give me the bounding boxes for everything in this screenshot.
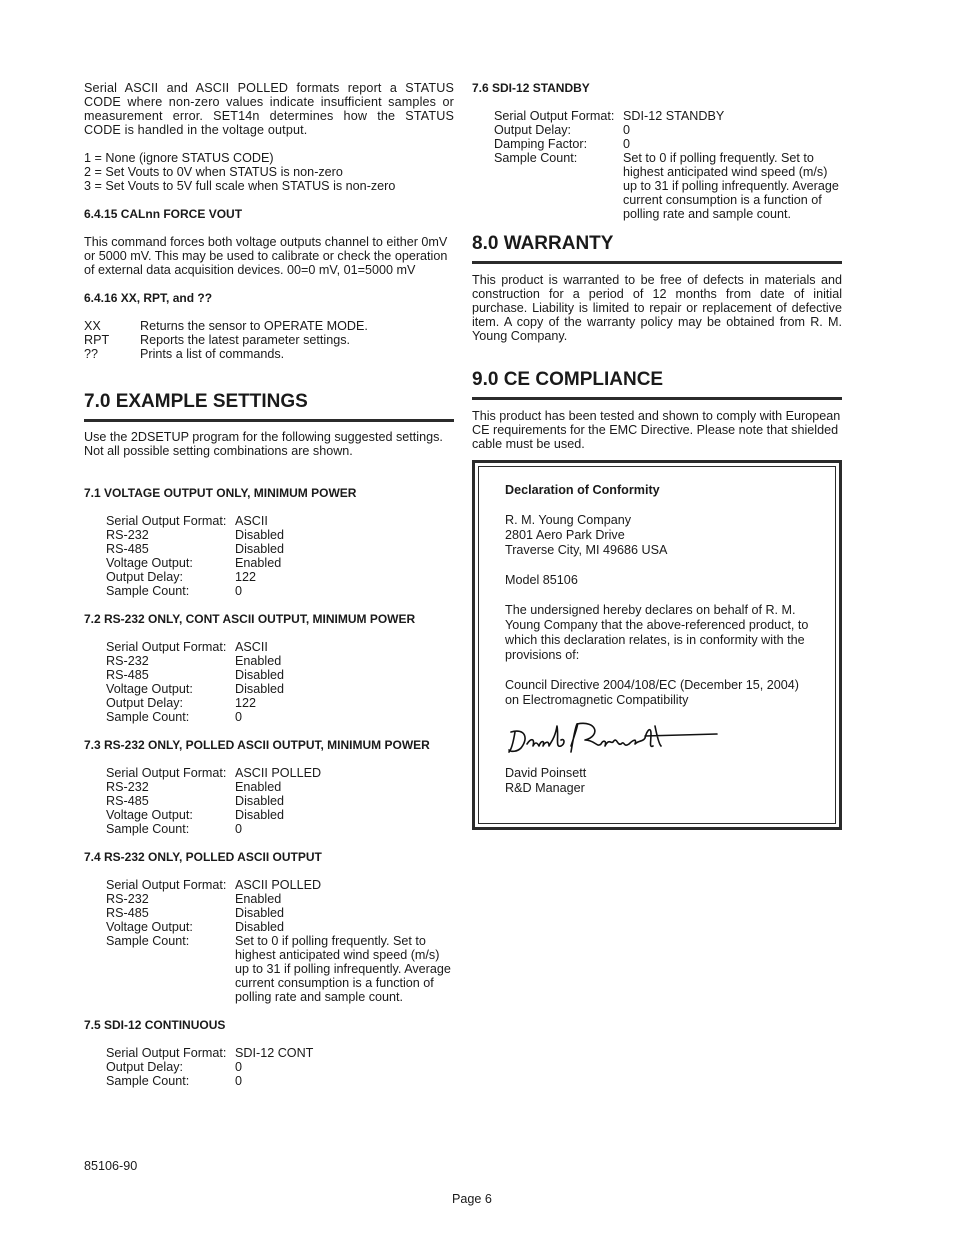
section-heading-7-4: 7.4 RS-232 ONLY, POLLED ASCII OUTPUT (84, 850, 322, 864)
signer-name: David Poinsett (505, 766, 587, 780)
setting-key: Sample Count: (106, 822, 190, 836)
list-item: 1 = None (ignore STATUS CODE) (84, 151, 274, 165)
setting-key: Serial Output Format: (106, 766, 227, 780)
setting-key: Sample Count: (106, 934, 190, 948)
setting-value: 0 (235, 1060, 243, 1074)
declaration-title: Declaration of Conformity (505, 483, 660, 497)
list-item: 2 = Set Vouts to 0V when STATUS is non-zero (84, 165, 343, 179)
declaration-content (505, 483, 815, 796)
setting-value: Enabled (235, 892, 282, 906)
setting-value: Disabled (235, 906, 285, 920)
setting-key: Serial Output Format: (494, 109, 615, 123)
setting-key: Output Delay: (106, 696, 184, 710)
setting-key: Damping Factor: (494, 137, 588, 151)
setting-key: Sample Count: (106, 584, 190, 598)
section-heading-8-0: 8.0 WARRANTY (472, 233, 842, 264)
setting-value: Enabled (235, 654, 282, 668)
section-body-6-4-15: This command forces both voltage outputs channel to either 0mV or 5000 mV. This may be used to calibrate or check the operation of external data acquisition devices. 00=0 mV, 01=5000 mV (84, 235, 448, 277)
setting-value: 0 (235, 822, 243, 836)
setting-key: Voltage Output: (106, 682, 193, 696)
settings-table-7-2 (106, 640, 454, 724)
ce-compliance-body: This product has been tested and shown to comply with European CE requirements for the EMC Directive. Please note that shielded cable must be used. (472, 409, 841, 451)
setting-value: Disabled (235, 808, 285, 822)
address-line: 2801 Aero Park Drive (505, 528, 625, 542)
setting-value: ASCII (235, 640, 268, 654)
setting-key: Sample Count: (106, 1074, 190, 1088)
setting-value: Disabled (235, 668, 285, 682)
setting-key: RS-485 (106, 906, 149, 920)
command-list (84, 319, 454, 361)
setting-value: ASCII (235, 514, 268, 528)
setting-key: Sample Count: (494, 151, 578, 165)
section-heading-7-2: 7.2 RS-232 ONLY, CONT ASCII OUTPUT, MINIMUM POWER (84, 612, 416, 626)
signature-image (505, 718, 720, 762)
settings-table-7-1 (106, 514, 454, 598)
section-heading-7-3: 7.3 RS-232 ONLY, POLLED ASCII OUTPUT, MINIMUM POWER (84, 738, 430, 752)
setting-value: Disabled (235, 528, 285, 542)
setting-value: Disabled (235, 794, 285, 808)
setting-value: 122 (235, 570, 257, 584)
setting-key: Sample Count: (106, 710, 190, 724)
setting-key: RS-232 (106, 780, 149, 794)
address-line: R. M. Young Company (505, 513, 632, 527)
section-heading-7-0: 7.0 EXAMPLE SETTINGS (84, 391, 454, 422)
setting-key: Voltage Output: (106, 556, 193, 570)
section-heading-9-0: 9.0 CE COMPLIANCE (472, 369, 842, 400)
signature-text: David Poinsett (505, 718, 512, 719)
directive-line: Council Directive 2004/108/EC (December 15, 2004) on Electromagnetic Compatibility (505, 678, 800, 707)
setting-value: 0 (235, 584, 243, 598)
section-body-7-0: Use the 2DSETUP program for the following suggested settings. Not all possible setting combinations are shown. (84, 430, 443, 458)
setting-value: Enabled (235, 556, 282, 570)
command-desc: Prints a list of commands. (140, 347, 285, 361)
setting-key: Serial Output Format: (106, 1046, 227, 1060)
command-desc: Returns the sensor to OPERATE MODE. (140, 319, 368, 333)
setting-key: RS-232 (106, 528, 149, 542)
setting-value: Set to 0 if polling frequently. Set to highest anticipated wind speed (m/s) up to 31 if polling infrequently. Average current consumption is a function of polling rate and sample count. (623, 151, 839, 221)
setting-value: 0 (235, 710, 243, 724)
declaration-statement: The undersigned hereby declares on behalf of R. M. Young Company that the above-referenced product, to which this declaration relates, is in conformity with the provisions of: (505, 603, 809, 662)
command-name: ?? (84, 347, 99, 361)
section-heading-7-6: 7.6 SDI-12 STANDBY (472, 81, 590, 95)
setting-key: Output Delay: (494, 123, 572, 137)
setting-key: RS-485 (106, 542, 149, 556)
setting-value: ASCII POLLED (235, 766, 322, 780)
setting-key: RS-485 (106, 794, 149, 808)
setting-key: RS-485 (106, 668, 149, 682)
model-line: Model 85106 (505, 573, 578, 587)
right-column (472, 81, 842, 451)
setting-key: Output Delay: (106, 1060, 184, 1074)
list-item: 3 = Set Vouts to 5V full scale when STATUS is non-zero (84, 179, 396, 193)
section-heading-6-4-16: 6.4.16 XX, RPT, and ?? (84, 291, 213, 305)
command-name: RPT (84, 333, 110, 347)
setting-key: RS-232 (106, 892, 149, 906)
command-name: XX (84, 319, 101, 333)
section-heading-7-5: 7.5 SDI-12 CONTINUOUS (84, 1018, 226, 1032)
declaration-of-conformity-box (472, 460, 842, 830)
setting-value: SDI-12 STANDBY (623, 109, 725, 123)
setting-key: Voltage Output: (106, 920, 193, 934)
section-heading-7-1: 7.1 VOLTAGE OUTPUT ONLY, MINIMUM POWER (84, 486, 357, 500)
setting-key: RS-232 (106, 654, 149, 668)
left-column (84, 81, 454, 1088)
status-code-list (84, 151, 454, 193)
setting-value: 122 (235, 696, 257, 710)
setting-value: Disabled (235, 542, 285, 556)
settings-table-7-4 (106, 878, 454, 1004)
setting-key: Voltage Output: (106, 808, 193, 822)
page-number: Page 6 (452, 1192, 492, 1206)
setting-value: 0 (235, 1074, 243, 1088)
setting-value: Disabled (235, 682, 285, 696)
status-code-intro: Serial ASCII and ASCII POLLED formats report a STATUS CODE where non-zero values indicate insufficient samples or measurement error. SET14n determines how the STATUS CODE is handled in the voltage output. (84, 81, 454, 137)
setting-value: Disabled (235, 920, 285, 934)
setting-value: SDI-12 CONT (235, 1046, 314, 1060)
section-heading-6-4-15: 6.4.15 CALnn FORCE VOUT (84, 207, 243, 221)
setting-key: Serial Output Format: (106, 878, 227, 892)
warranty-body: This product is warranted to be free of defects in materials and construction for a period of 12 months from date of initial purchase. Liability is limited to repair or replacement of defective item. A copy of the warranty policy may be obtained from R. M. Young Company. (472, 273, 842, 343)
setting-key: Serial Output Format: (106, 514, 227, 528)
command-desc: Reports the latest parameter settings. (140, 333, 350, 347)
settings-table-7-5 (106, 1046, 454, 1088)
settings-table-7-3 (106, 766, 454, 836)
signer-title: R&D Manager (505, 781, 585, 795)
address-line: Traverse City, MI 49686 USA (505, 543, 668, 557)
setting-value: Enabled (235, 780, 282, 794)
document-number: 85106-90 (84, 1159, 138, 1173)
setting-value: 0 (623, 123, 631, 137)
setting-key: Serial Output Format: (106, 640, 227, 654)
setting-value: Set to 0 if polling frequently. Set to highest anticipated wind speed (m/s) up to 31 if polling infrequently. Average current consumption is a function of polling rate and sample count. (235, 934, 451, 1004)
setting-value: ASCII POLLED (235, 878, 322, 892)
setting-key: Output Delay: (106, 570, 184, 584)
settings-table-7-6 (494, 109, 842, 221)
setting-value: 0 (623, 137, 631, 151)
